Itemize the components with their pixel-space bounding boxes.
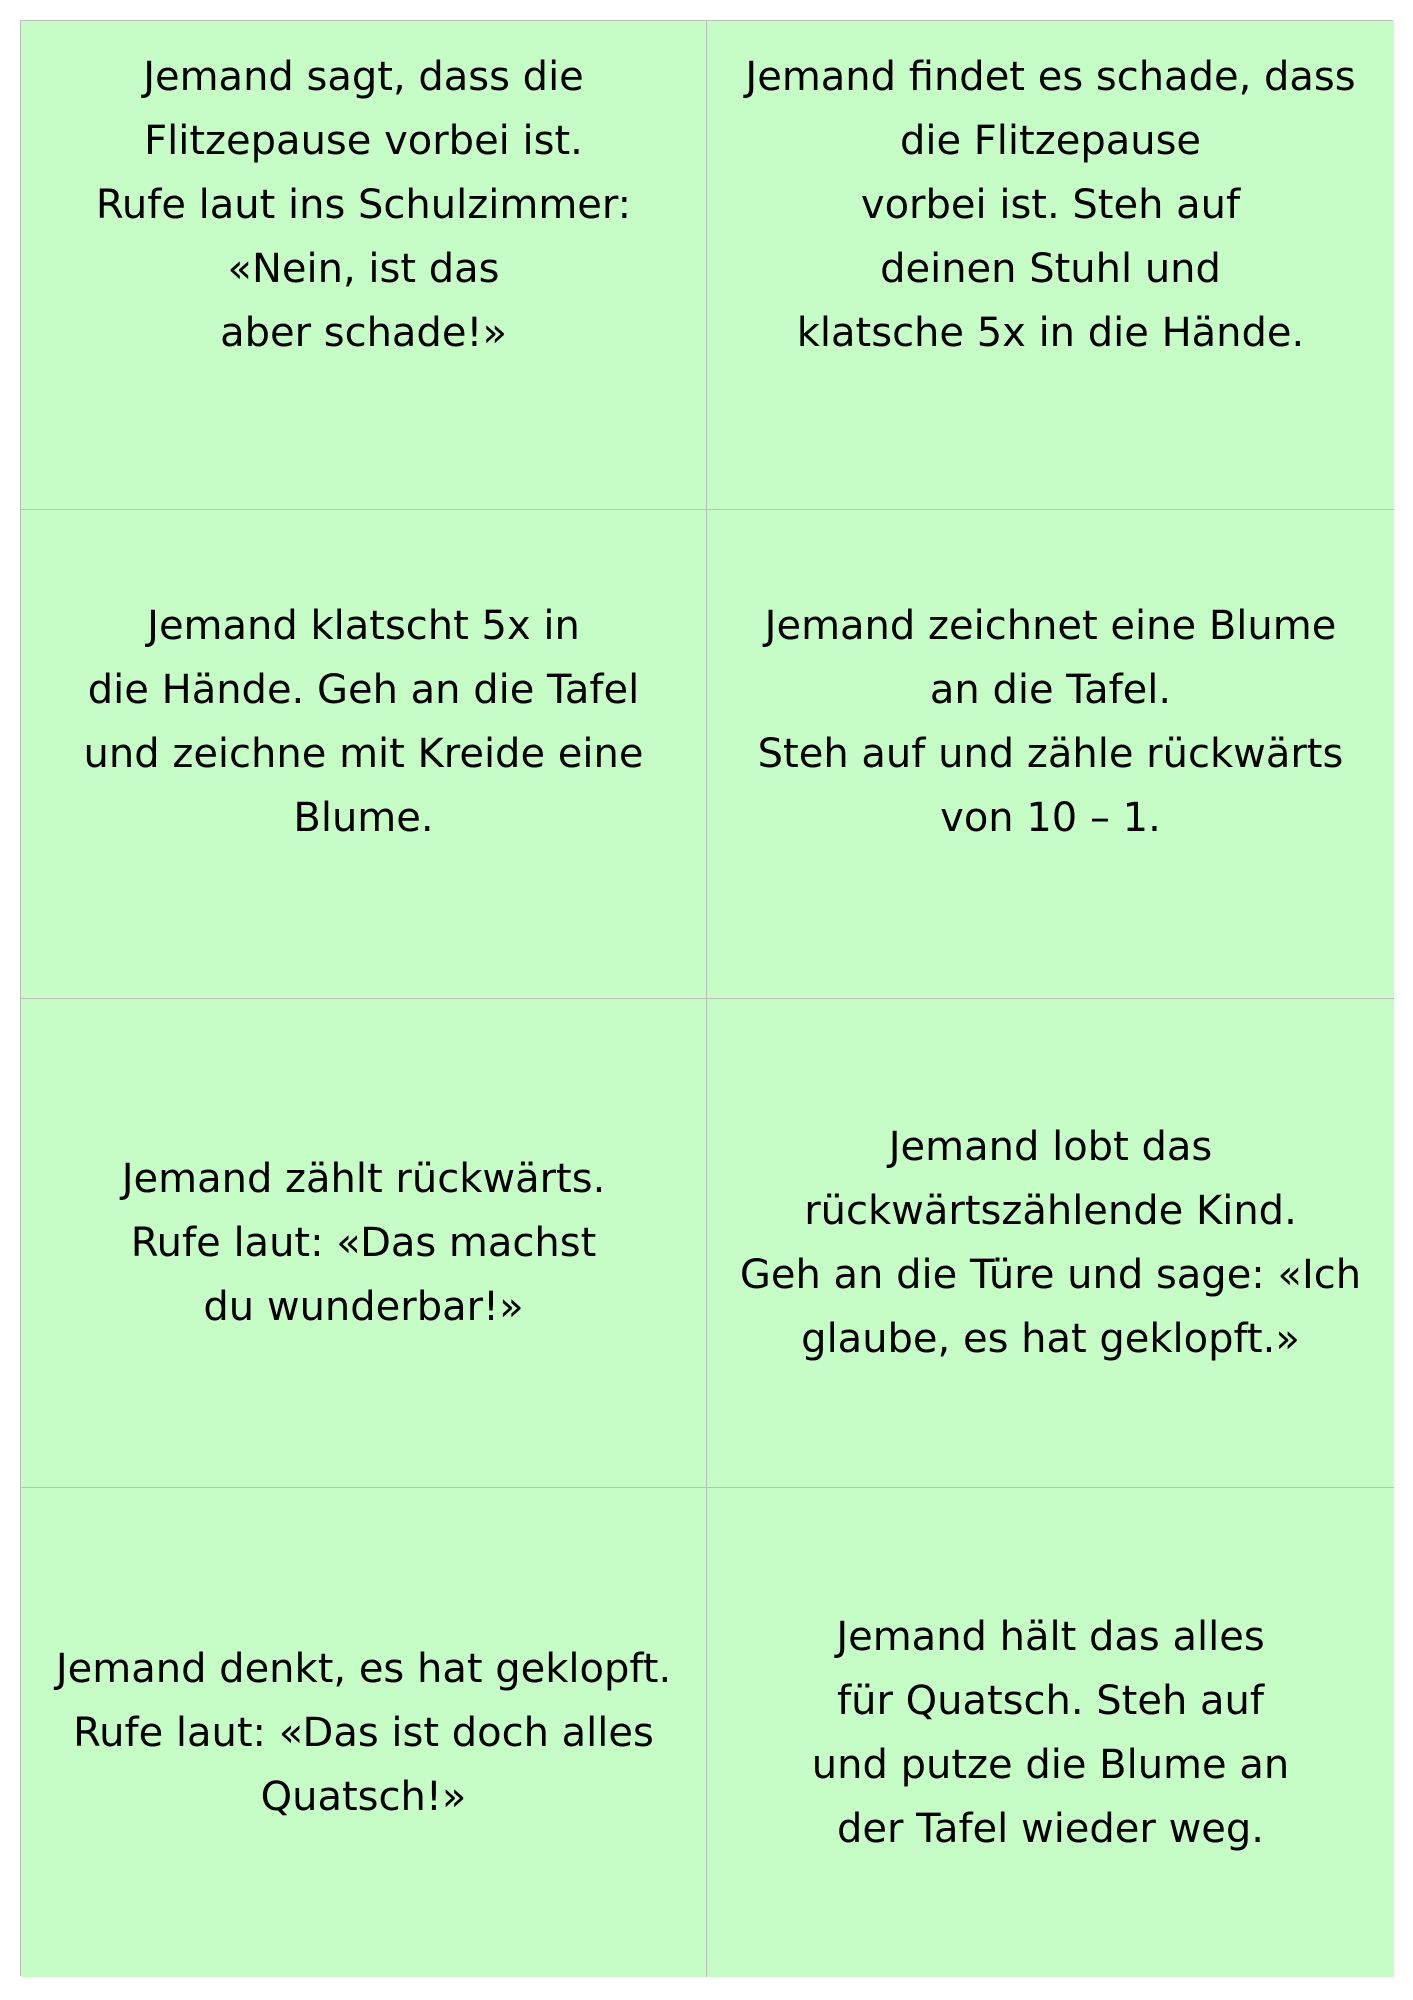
card-2-line-1: Jemand findet es schade, dass <box>745 54 1356 100</box>
card-2-line-5: klatsche 5x in die Hände. <box>796 310 1305 356</box>
card-7-text <box>56 1637 671 1829</box>
card-3-line-1: Jemand klatscht 5x in <box>147 603 580 649</box>
card-sheet <box>20 20 1393 1976</box>
card-1-line-3: Rufe laut ins Schulzimmer: <box>95 182 632 228</box>
card-3 <box>21 510 707 999</box>
card-4 <box>707 510 1394 999</box>
card-4-line-1: Jemand zeichnet eine Blume <box>764 603 1337 649</box>
card-1-line-4: «Nein, ist das <box>227 246 500 292</box>
card-4-line-3: Steh auf und zähle rückwärts <box>757 731 1344 777</box>
card-6-line-4: glaube, es hat geklopft.» <box>801 1316 1300 1362</box>
card-6-line-2: rückwärtszählende Kind. <box>804 1188 1297 1234</box>
card-1-line-5: aber schade!» <box>220 310 507 356</box>
card-1-line-1: Jemand sagt, dass die <box>143 54 584 100</box>
card-4-line-2: an die Tafel. <box>929 667 1172 713</box>
card-5-line-2: Rufe laut: «Das machst <box>130 1220 597 1266</box>
card-3-text <box>84 594 644 850</box>
card-6 <box>707 999 1394 1488</box>
card-2-line-2: die Flitzepause <box>899 118 1202 164</box>
card-8 <box>707 1488 1394 1977</box>
card-1-line-2: Flitzepause vorbei ist. <box>144 118 583 164</box>
card-3-line-2: die Hände. Geh an die Tafel <box>87 667 640 713</box>
card-2-line-4: deinen Stuhl und <box>880 246 1221 292</box>
card-4-text <box>758 594 1344 850</box>
card-1-text <box>96 45 631 365</box>
card-8-text <box>812 1605 1289 1861</box>
card-6-text <box>740 1115 1361 1371</box>
card-7 <box>21 1488 707 1977</box>
card-4-line-4: von 10 – 1. <box>940 795 1161 841</box>
card-1 <box>21 21 707 510</box>
card-5 <box>21 999 707 1488</box>
card-6-line-3: Geh an die Türe und sage: «Ich <box>739 1252 1362 1298</box>
card-8-line-3: und putze die Blume an <box>811 1741 1290 1788</box>
card-5-line-3: du wunderbar!» <box>203 1284 524 1330</box>
card-3-line-4: Blume. <box>293 795 434 841</box>
card-2-text <box>745 45 1355 365</box>
card-8-line-1: Jemand hält das alles <box>836 1613 1265 1660</box>
card-5-text <box>122 1147 606 1339</box>
card-2 <box>707 21 1394 510</box>
card-8-line-4: der Tafel wieder weg. <box>836 1805 1264 1852</box>
card-7-line-3: Quatsch!» <box>260 1773 467 1820</box>
card-6-line-1: Jemand lobt das <box>888 1124 1213 1170</box>
card-8-line-2: für Quatsch. Steh auf <box>837 1677 1264 1724</box>
card-5-line-1: Jemand zählt rückwärts. <box>121 1156 606 1202</box>
card-7-line-1: Jemand denkt, es hat geklopft. <box>55 1645 672 1692</box>
card-3-line-3: und zeichne mit Kreide eine <box>83 731 644 777</box>
card-2-line-3: vorbei ist. Steh auf <box>860 182 1241 228</box>
card-7-line-2: Rufe laut: «Das ist doch alles <box>73 1709 654 1756</box>
